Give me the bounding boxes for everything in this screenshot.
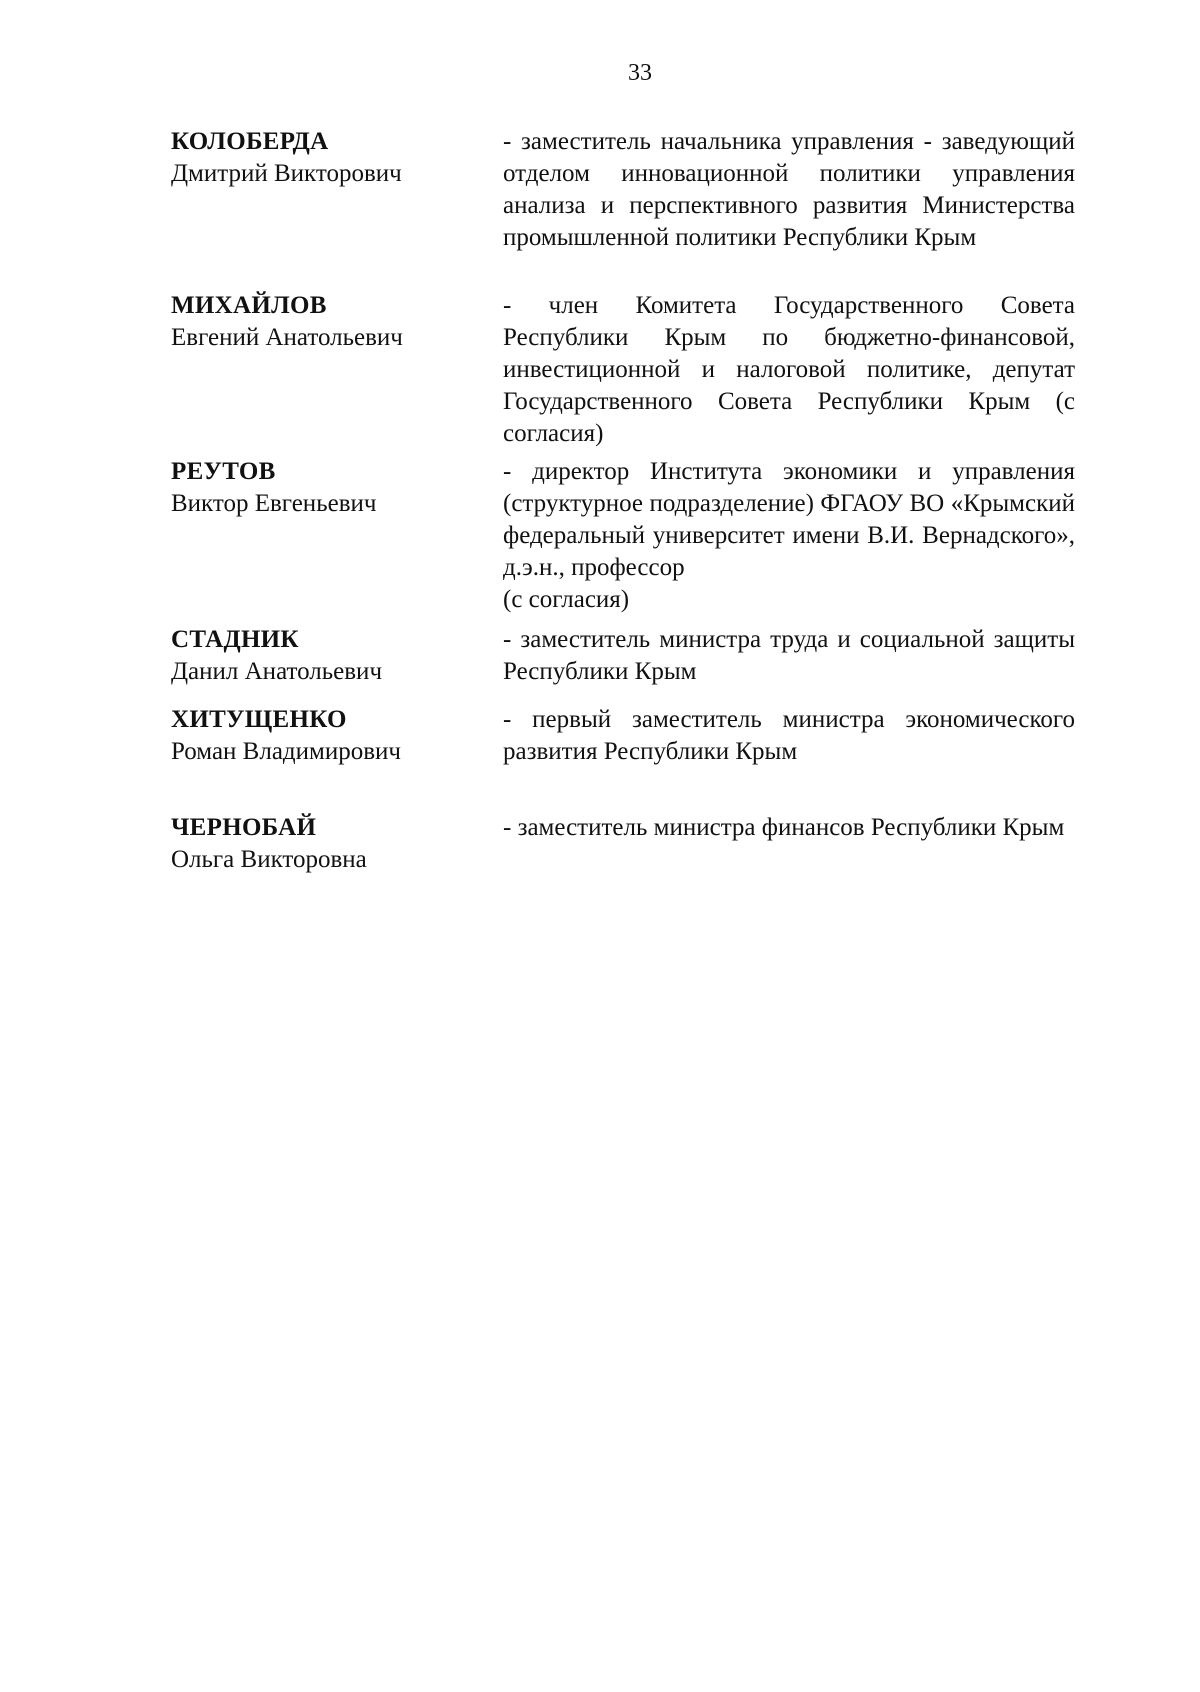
member-position-block	[503, 456, 1075, 616]
member-surname: СТАДНИК	[171, 626, 299, 653]
member-position-note: (с согласия)	[503, 586, 630, 613]
member-given-name: Ольга Викторовна	[171, 846, 367, 873]
member-given-name: Евгений Анатольевич	[171, 324, 403, 351]
member-given-name: Данил Анатольевич	[171, 658, 383, 685]
member-surname: РЕУТОВ	[171, 458, 276, 485]
member-given-name: Роман Владимирович	[171, 738, 401, 765]
member-position: - первый заместитель министра экономического развития Республики Крым	[503, 706, 1075, 765]
member-name-block	[171, 704, 471, 768]
member-given-name: Виктор Евгеньевич	[171, 490, 377, 517]
member-name-block	[171, 456, 471, 520]
member-given-name: Дмитрий Викторович	[171, 160, 402, 187]
member-name-block	[171, 624, 471, 688]
member-name-block	[171, 126, 471, 190]
member-surname: ХИТУЩЕНКО	[171, 706, 347, 733]
member-position: - член Комитета Государственного Совета Республики Крым по бюджетно-финансовой, инвестиционной и налоговой политике, депутат Государственного Совета Республики Крым (с согласия)	[503, 292, 1075, 447]
member-position: - заместитель министра финансов Республики Крым	[503, 814, 1065, 841]
member-position: - заместитель министра труда и социальной защиты Республики Крым	[503, 626, 1075, 685]
member-name-block	[171, 290, 471, 354]
member-surname: КОЛОБЕРДА	[171, 128, 329, 155]
member-surname: ЧЕРНОБАЙ	[171, 814, 317, 841]
member-surname: МИХАЙЛОВ	[171, 292, 327, 319]
member-name-block	[171, 812, 471, 876]
member-position: - заместитель начальника управления - заведующий отделом инновационной политики управления анализа и перспективного развития Министерства промышленной политики Республики Крым	[503, 128, 1075, 251]
member-position: - директор Института экономики и управления (структурное подразделение) ФГАОУ ВО «Крымский федеральный университет имени В.И. Вернадского», д.э.н., профессор	[503, 458, 1075, 581]
page-number: 33	[628, 60, 652, 86]
